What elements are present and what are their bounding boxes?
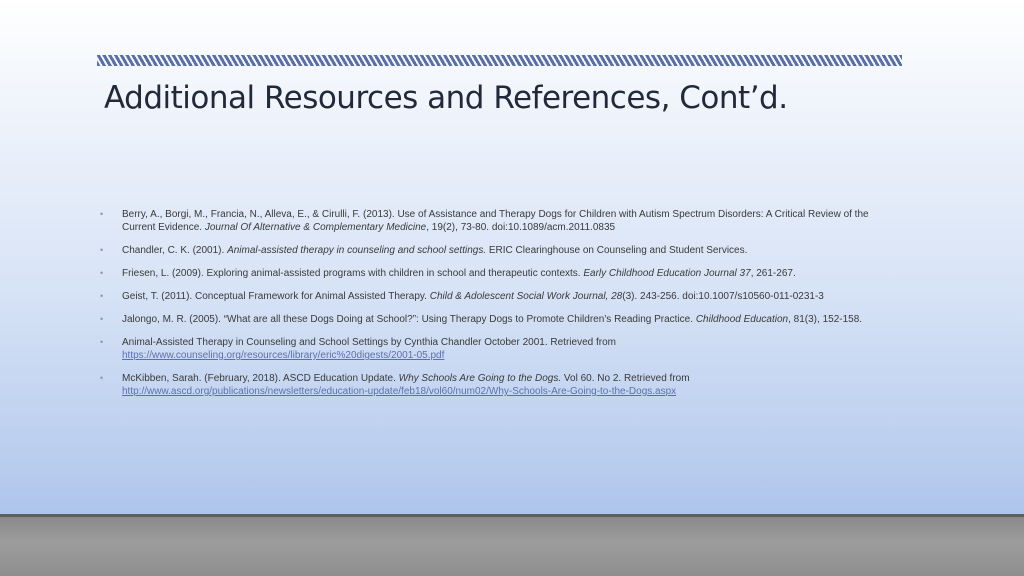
decorative-stripe xyxy=(97,55,902,66)
reference-text: Jalongo, M. R. (2005). “What are all these Dogs Doing at School?”: Using Therapy Dogs to Promote Children’s Reading Practice. xyxy=(122,314,696,325)
reference-item xyxy=(100,267,896,280)
reference-list xyxy=(100,208,896,408)
reference-italic-text: Child & Adolescent Social Work Journal, 28 xyxy=(429,291,623,302)
reference-text: ERIC Clearinghouse on Counseling and Student Services. xyxy=(486,245,748,256)
reference-text: McKibben, Sarah. (February, 2018). ASCD Education Update. xyxy=(122,373,399,384)
reference-italic-text: Early Childhood Education Journal 37 xyxy=(583,268,751,279)
reference-link[interactable]: https://www.counseling.org/resources/library/eric%20digests/2001-05.pdf xyxy=(122,350,445,361)
reference-item xyxy=(100,244,896,257)
reference-italic-text: Childhood Education xyxy=(695,314,789,325)
reference-item xyxy=(100,336,896,362)
reference-italic-text: Journal Of Alternative & Complementary Medicine xyxy=(204,222,427,233)
reference-text: Chandler, C. K. (2001). xyxy=(122,245,228,256)
reference-item xyxy=(100,208,896,234)
floor-band xyxy=(0,514,1024,576)
reference-italic-text: Animal-assisted therapy in counseling and school settings. xyxy=(227,245,487,256)
reference-italic-text: Why Schools Are Going to the Dogs. xyxy=(398,373,562,384)
reference-item xyxy=(100,372,896,398)
reference-text: , 261-267. xyxy=(750,268,796,279)
reference-item xyxy=(100,313,896,326)
reference-item xyxy=(100,290,896,303)
reference-text: Friesen, L. (2009). Exploring animal-assisted programs with children in school and therapeutic contexts. xyxy=(122,268,584,279)
reference-text: Geist, T. (2011). Conceptual Framework for Animal Assisted Therapy. xyxy=(122,291,430,302)
floor-edge xyxy=(0,514,1024,517)
reference-text: Vol 60. No 2. Retrieved from xyxy=(561,373,690,384)
reference-text: Animal-Assisted Therapy in Counseling and School Settings by Cynthia Chandler October 2001. Retrieved from xyxy=(122,337,616,348)
slide-title: Additional Resources and References, Cont’d. xyxy=(104,80,788,116)
reference-text: , 19(2), 73-80. doi:10.1089/acm.2011.0835 xyxy=(426,222,616,233)
reference-text: Berry, A., Borgi, M., Francia, N., Alleva, E., & Cirulli, F. (2013). Use of Assistance and Therapy Dogs for Children with Autism Spectrum Disorders: A Critical Review of the Current Evidence. xyxy=(122,209,869,233)
reference-link[interactable]: http://www.ascd.org/publications/newsletters/education-update/feb18/vol60/num02/Why-Schools-Are-Going-to-the-Dogs.aspx xyxy=(122,386,677,397)
reference-text: , 81(3), 152-158. xyxy=(788,314,863,325)
reference-text: (3). 243-256. doi:10.1007/s10560-011-0231-3 xyxy=(622,291,824,302)
